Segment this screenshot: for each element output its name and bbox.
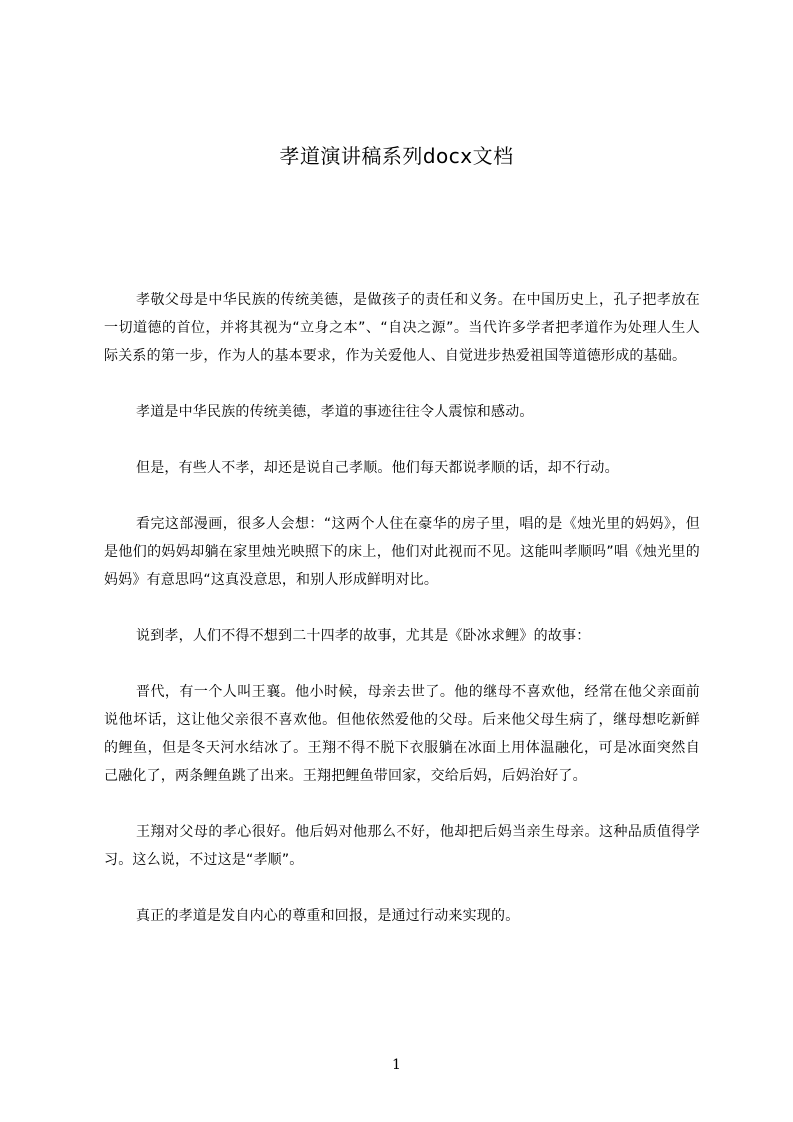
paragraph-5: 说到孝，人们不得不想到二十四孝的故事，尤其是《卧冰求鲤》的故事： [136,628,591,644]
paragraph-6: 晋代，有一个人叫王襄。他小时候，母亲去世了。他的继母不喜欢他，经常在他父亲面前说他坏话，这让他父亲很不喜欢他。但他依然爱他的父母。后来他父母生病了，继母想吃新鲜的鲤鱼，但是冬天河水结冰了。王翔不得不脱下衣服躺在冰面上用体温融化，可是冰面突然自己融化了，两条鲤鱼跳了出来。王翔把鲤鱼带回家，交给后妈，后妈治好了。 [104,684,700,784]
paragraph-8: 真正的孝道是发自内心的尊重和回报，是通过行动来实现的。 [136,908,520,924]
paragraph-4: 看完这部漫画，很多人会想：“这两个人住在豪华的房子里，唱的是《烛光里的妈妈》，但是他们的妈妈却躺在家里烛光映照下的床上，他们对此视而不见。这能叫孝顺吗”唱《烛光里的妈妈》有意思吗“这真没意思，和别人形成鲜明对比。 [104,516,700,588]
paragraph-2: 孝道是中华民族的传统美德，孝道的事迹往往令人震惊和感动。 [136,404,534,420]
paragraph-7: 王翔对父母的孝心很好。他后妈对他那么不好，他却把后妈当亲生母亲。这种品质值得学习。这么说，不过这是“孝顺”。 [104,824,700,868]
page-number: 1 [392,1057,401,1073]
paragraph-3: 但是，有些人不孝，却还是说自己孝顺。他们每天都说孝顺的话，却不行动。 [136,460,619,476]
document-title: 孝道演讲稿系列docx文档 [279,144,514,168]
paragraph-1: 孝敬父母是中华民族的传统美德，是做孩子的责任和义务。在中国历史上，孔子把孝放在一切道德的首位，并将其视为“立身之本”、“自决之源”。当代许多学者把孝道作为处理人生人际关系的第一步，作为人的基本要求，作为关爱他人、自觉进步热爱祖国等道德形成的基础。 [104,292,700,364]
document-body [104,286,700,958]
